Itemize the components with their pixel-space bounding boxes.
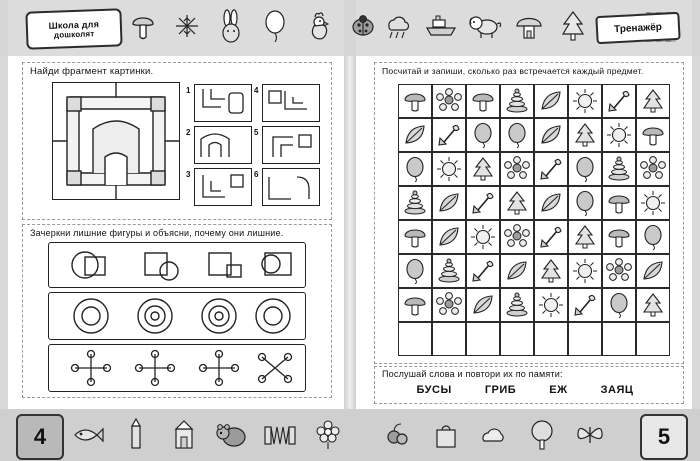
- grid-cell-leaf: [534, 186, 569, 221]
- grid-answer-cell[interactable]: [568, 322, 603, 357]
- grid-cell-flower: [432, 84, 467, 119]
- grid-cell-leaf: [432, 186, 467, 221]
- logo-line-2: дошколят: [53, 28, 95, 40]
- top-icon-row-right: [380, 6, 590, 46]
- snowflake-icon: [170, 6, 204, 46]
- grid-cell-sun: [568, 254, 603, 289]
- grid-cell-balloon: [398, 152, 433, 187]
- grid-cell-leaf: [534, 84, 569, 119]
- fragment-number-2: 2: [186, 128, 191, 137]
- right-task1-text: Посчитай и запиши, сколько раз встречается каждый предмет.: [382, 66, 644, 76]
- grid-cell-flower: [602, 254, 637, 289]
- grid-cell-pyramid: [398, 186, 433, 221]
- castle-icon: [166, 414, 202, 456]
- fragment-number-3: 3: [186, 170, 191, 179]
- grid-cell-tree: [636, 84, 671, 119]
- grid-cell-shovel: [466, 254, 501, 289]
- grid-cell-mushroom: [466, 84, 501, 119]
- berries-icon: [380, 414, 416, 456]
- right-task2-text: Послушай слова и повтори их по памяти:: [382, 369, 563, 379]
- grid-answer-cell[interactable]: [432, 322, 467, 357]
- grid-cell-shovel: [432, 118, 467, 153]
- cloud-icon: [476, 414, 512, 456]
- memory-word: ГРИБ: [484, 384, 517, 396]
- fragment-number-6: 6: [254, 170, 259, 179]
- book-gutter: [344, 0, 356, 461]
- grid-cell-mushroom: [602, 186, 637, 221]
- bunny-icon: [214, 6, 248, 46]
- ship-icon: [424, 6, 458, 46]
- balloon-icon: [258, 6, 292, 46]
- grid-cell-leaf: [398, 118, 433, 153]
- grid-cell-balloon: [636, 220, 671, 255]
- butterfly-icon: [572, 414, 608, 456]
- grid-cell-flower: [636, 152, 671, 187]
- grid-answer-cell[interactable]: [636, 322, 671, 357]
- figure-row-2: [48, 292, 306, 340]
- grid-cell-sun: [568, 84, 603, 119]
- flower-icon: [310, 414, 346, 456]
- grid-cell-leaf: [534, 118, 569, 153]
- grid-cell-tree: [636, 288, 671, 323]
- dog-icon: [468, 6, 502, 46]
- grid-cell-flower: [500, 152, 535, 187]
- grid-answer-cell[interactable]: [602, 322, 637, 357]
- grid-answer-cell[interactable]: [398, 322, 433, 357]
- logo-line-1: Школа для: [48, 18, 100, 31]
- mushroom-icon: [126, 6, 160, 46]
- counting-grid: [398, 84, 670, 356]
- page-number-right: 5: [640, 414, 688, 460]
- grid-cell-shovel: [534, 220, 569, 255]
- memory-word: ЗАЯЦ: [600, 384, 634, 396]
- grid-cell-mushroom: [602, 220, 637, 255]
- fragment-option-4[interactable]: [262, 84, 320, 122]
- grid-answer-cell[interactable]: [534, 322, 569, 357]
- memory-word: БУСЫ: [416, 384, 452, 396]
- grid-cell-mushroom: [398, 288, 433, 323]
- fragment-option-1[interactable]: [194, 84, 252, 122]
- fragment-number-4: 4: [254, 86, 259, 95]
- left-task2-text: Зачеркни лишние фигуры и объясни, почему они лишние.: [30, 228, 284, 238]
- fragment-option-2[interactable]: [194, 126, 252, 164]
- top-icon-row-left: [126, 6, 380, 46]
- grid-cell-balloon: [568, 186, 603, 221]
- figure-row-3: [48, 344, 306, 392]
- grid-cell-pyramid: [500, 288, 535, 323]
- grid-cell-sun: [534, 288, 569, 323]
- puzzle-picture: [52, 82, 180, 200]
- grid-cell-balloon: [398, 254, 433, 289]
- bottom-icon-row-left: [70, 414, 346, 456]
- grid-cell-flower: [500, 220, 535, 255]
- grid-cell-sun: [432, 152, 467, 187]
- accordion-icon: [262, 414, 298, 456]
- grid-cell-balloon: [602, 288, 637, 323]
- bag-icon: [428, 414, 464, 456]
- grid-answer-cell[interactable]: [466, 322, 501, 357]
- grid-cell-shovel: [602, 84, 637, 119]
- page-number-left: 4: [16, 414, 64, 460]
- grid-cell-tree: [534, 254, 569, 289]
- grid-cell-leaf: [432, 220, 467, 255]
- tree-icon: [524, 414, 560, 456]
- grid-cell-leaf: [636, 254, 671, 289]
- grid-cell-tree: [568, 220, 603, 255]
- memory-words-row: [400, 384, 650, 396]
- cloud-rain-icon: [380, 6, 414, 46]
- grid-cell-mushroom: [636, 118, 671, 153]
- left-task1-text: Найди фрагмент картинки.: [30, 66, 154, 77]
- grid-cell-mushroom: [398, 220, 433, 255]
- grid-cell-tree: [466, 152, 501, 187]
- fragment-option-3[interactable]: [194, 168, 252, 206]
- trainer-badge: [595, 12, 680, 44]
- grid-cell-leaf: [466, 288, 501, 323]
- grid-cell-balloon: [568, 152, 603, 187]
- fish-icon: [70, 414, 106, 456]
- grid-cell-leaf: [500, 254, 535, 289]
- grid-cell-shovel: [568, 288, 603, 323]
- grid-cell-pyramid: [500, 84, 535, 119]
- pencil-icon: [118, 414, 154, 456]
- grid-cell-pyramid: [602, 152, 637, 187]
- grid-cell-tree: [568, 118, 603, 153]
- grid-cell-pyramid: [432, 254, 467, 289]
- rooster-icon: [302, 6, 336, 46]
- trainer-badge-label: Тренажёр: [613, 21, 663, 35]
- grid-cell-shovel: [466, 186, 501, 221]
- grid-cell-balloon: [466, 118, 501, 153]
- grid-cell-sun: [636, 186, 671, 221]
- fragment-number-1: 1: [186, 86, 191, 95]
- memory-word: ЕЖ: [549, 384, 568, 396]
- grid-cell-flower: [432, 288, 467, 323]
- grid-answer-cell[interactable]: [500, 322, 535, 357]
- tree-icon: [556, 6, 590, 46]
- grid-cell-mushroom: [398, 84, 433, 119]
- grid-cell-sun: [466, 220, 501, 255]
- mushroom-house-icon: [512, 6, 546, 46]
- grid-cell-balloon: [500, 118, 535, 153]
- grid-cell-shovel: [534, 152, 569, 187]
- bottom-icon-row-right: [380, 414, 608, 456]
- bear-icon: [214, 414, 250, 456]
- fragment-option-5[interactable]: [262, 126, 320, 164]
- figure-row-1: [48, 242, 306, 288]
- grid-cell-tree: [500, 186, 535, 221]
- series-logo: [25, 8, 122, 49]
- ladybug-icon: [346, 6, 380, 46]
- grid-cell-sun: [602, 118, 637, 153]
- fragment-number-5: 5: [254, 128, 259, 137]
- fragment-option-6[interactable]: [262, 168, 320, 206]
